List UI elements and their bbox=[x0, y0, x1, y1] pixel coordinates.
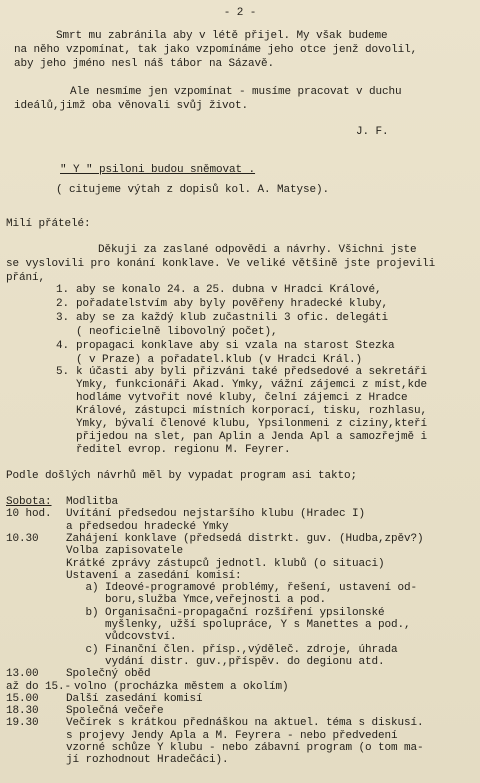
wish-number: 4. bbox=[56, 340, 70, 352]
program-item: Zahájení konklave (předsedá distrkt. guv. (Hudba,zpěv?) bbox=[66, 533, 424, 545]
wish-text: Ymky, bývalí členové klubu, Ypsilonmeni z ciziny,kteří bbox=[76, 418, 428, 430]
wish-text: Králové, zástupci místních korporací, tisku, rozhlasu, bbox=[76, 405, 428, 417]
wish-text: ředitel evrop. regionu M. Feyrer. bbox=[76, 444, 291, 456]
intro-line: se vyslovili pro konání konklave. Ve veliké většině jste projevili bbox=[6, 258, 436, 270]
program-item: Společný oběd bbox=[66, 668, 151, 680]
article-heading: " Y " psiloni budou sněmovat . bbox=[60, 164, 256, 176]
intro-line: Děkuji za zaslané odpovědi a návrhy. Všichni jste bbox=[98, 244, 417, 256]
program-intro: Podle došlých návrhů měl by vypadat program asi takto; bbox=[6, 470, 358, 482]
program-item: Společná večeře bbox=[66, 705, 164, 717]
wish-number: 5. bbox=[56, 366, 70, 378]
paragraph-line: Ale nesmíme jen vzpomínat - musíme pracovat v duchu bbox=[70, 86, 402, 98]
salutation: Milí přátelé: bbox=[6, 218, 91, 230]
program-item: Uvítání předsedou nejstaršího klubu (Hradec I) bbox=[66, 508, 366, 520]
paragraph-line: ideálů,jimž oba věnovali svůj život. bbox=[14, 100, 249, 112]
wish-text: ( neoficielně libovolný počet), bbox=[76, 326, 278, 338]
program-item: boru,služba Ymce,veřejnosti a pod. bbox=[66, 594, 327, 606]
program-item: jí rozhodnout Hradečáci). bbox=[66, 754, 229, 766]
program-item: vůdcovství. bbox=[66, 631, 177, 643]
program-item: Další zasedání komisí bbox=[66, 693, 203, 705]
program-item: Ustavení a zasedání komisí: bbox=[66, 570, 242, 582]
program-item: a) Ideové-programové problémy, řešení, ustavení od- bbox=[66, 582, 418, 594]
program-item: myšlenky, užší spolupráce, Y s Manettes a pod., bbox=[66, 619, 411, 631]
wish-text: propagaci konklave aby si vzala na starost Stezka bbox=[76, 340, 395, 352]
program-item: volno (procházka městem a okolím) bbox=[74, 681, 289, 693]
program-item: Modlitba bbox=[66, 496, 119, 508]
program-item: Večírek s krátkou přednáškou na aktuel. téma s diskusí. bbox=[66, 717, 424, 729]
wish-text: pořadatelstvím aby byly pověřeny hradecké kluby, bbox=[76, 298, 389, 310]
article-subheading: ( citujeme výtah z dopisů kol. A. Matyse). bbox=[56, 184, 330, 196]
program-time: 10.30 bbox=[6, 533, 39, 545]
program-item: vzorné schůze Y klubu - nebo zábavní program (o tom ma- bbox=[66, 742, 424, 754]
wish-text: ( v Praze) a pořadatel.klub (v Hradci Král.) bbox=[76, 354, 363, 366]
program-item: b) Organisačni-propagační rozšíření ypsilonské bbox=[66, 607, 385, 619]
page-number: - 2 - bbox=[223, 7, 257, 19]
program-time: Sobota: bbox=[6, 496, 52, 508]
program-time: až do 15.- bbox=[6, 681, 72, 693]
wish-text: hodláme vytvořit nové kluby, čelní zájemci z Hradce bbox=[76, 392, 408, 404]
program-item: c) Finanční člen. přísp.,výděleč. zdroje, úhrada bbox=[66, 644, 398, 656]
wish-text: přijedou na slet, pan Aplin a Jenda Apl a samozřejmě i bbox=[76, 431, 428, 443]
wish-text: aby se za každý klub zučastnili 3 ofic. delegáti bbox=[76, 312, 389, 324]
wish-text: aby se konalo 24. a 25. dubna v Hradci Králové, bbox=[76, 284, 382, 296]
program-time: 10 hod. bbox=[6, 508, 52, 520]
wish-text: k účasti aby byli přizváni také předsedové a sekretáři bbox=[76, 366, 428, 378]
wish-number: 1. bbox=[56, 284, 70, 296]
wish-number: 2. bbox=[56, 298, 70, 310]
program-item: a předsedou hradecké Ymky bbox=[66, 521, 229, 533]
paragraph-line: aby jeho jméno nesl náš tábor na Sázavě. bbox=[14, 58, 275, 70]
program-time: 18.30 bbox=[6, 705, 39, 717]
signature-initials: J. F. bbox=[356, 126, 389, 138]
program-item: vydání distr. guv.,příspěv. do degionu atd. bbox=[66, 656, 385, 668]
paragraph-line: na něho vzpomínat, tak jako vzpomínáme jeho otce jenž dovolil, bbox=[14, 44, 418, 56]
intro-line: přání, bbox=[6, 272, 46, 284]
wish-number: 3. bbox=[56, 312, 70, 324]
paragraph-line: Smrt mu zabránila aby v létě přijel. My však budeme bbox=[56, 30, 388, 42]
program-time: 19.30 bbox=[6, 717, 39, 729]
wish-text: Ymky, funkcionáři Akad. Ymky, vážní zájemci z míst,kde bbox=[76, 379, 428, 391]
program-item: s projevy Jendy Apla a M. Feyrera - nebo předvedení bbox=[66, 730, 398, 742]
program-item: Krátké zprávy zástupců jednotl. klubů (o situaci) bbox=[66, 558, 385, 570]
program-time: 13.00 bbox=[6, 668, 39, 680]
program-item: Volba zapisovatele bbox=[66, 545, 184, 557]
program-time: 15.00 bbox=[6, 693, 39, 705]
